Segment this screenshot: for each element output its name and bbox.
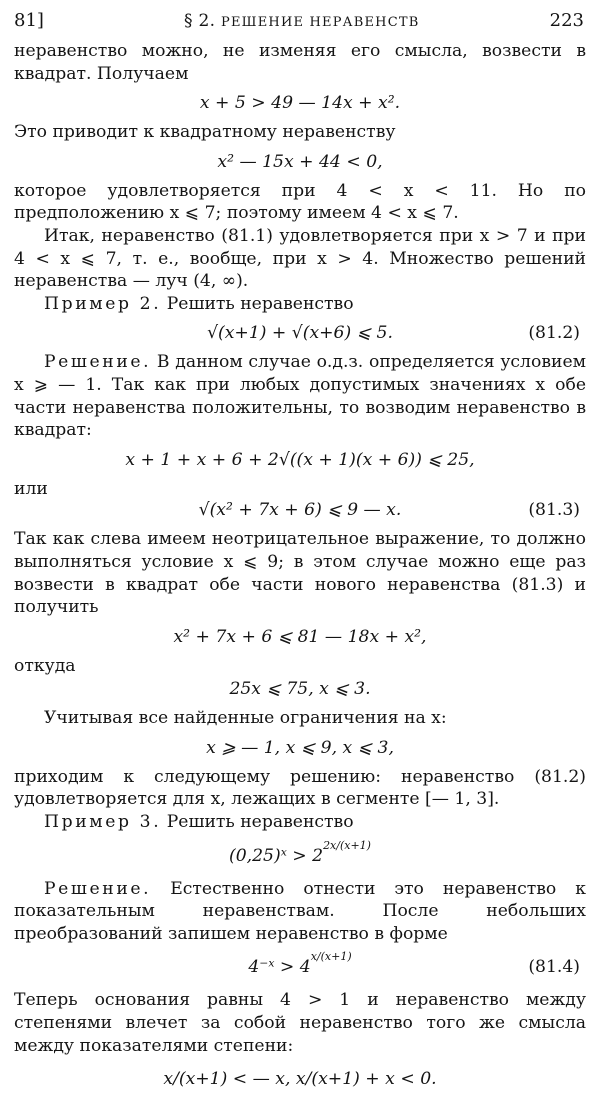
formula-exponent: 2x/(x+1) (323, 838, 371, 852)
formula-text: x + 5 > 49 — 14x + x². (199, 93, 401, 114)
book-page (14, 6, 586, 1101)
paragraph: которое удовлетворяется при 4 < x < 11. Но по предположению x ⩽ 7; поэтому имеем 4 < x ⩽ 7. (14, 180, 586, 224)
example-heading (14, 811, 586, 834)
paragraph: приходим к следующему решению: неравенство (81.2) удовлетворяется для x, лежащих в сегменте [— 1, 3]. (14, 766, 586, 810)
formula-text: x ⩾ — 1, x ⩽ 9, x ⩽ 3, (206, 737, 394, 758)
formula (14, 442, 586, 478)
formula (14, 492, 586, 528)
section-number: 81] (14, 10, 44, 31)
formula-text: √(x+1) + √(x+6) ⩽ 5. (207, 323, 393, 344)
paragraph: неравенство можно, не изменяя его смысла, возвести в квадрат. Получаем (14, 41, 586, 84)
solution-text: Естественно отнести это неравенство к показательным неравенствам. После небольших преобразований запишем неравенство в форме (14, 878, 586, 944)
section-mark: § 2. (184, 11, 216, 31)
equation-number: (81.3) (528, 500, 580, 521)
example-label: Пример 2. (44, 293, 162, 314)
formula-text: x² + 7x + 6 ⩽ 81 — 18x + x², (173, 626, 427, 647)
example-heading (14, 293, 586, 316)
formula (14, 85, 586, 121)
section-title (184, 10, 419, 35)
solution-text: В данном случае о.д.з. определяется условием x ⩾ — 1. Так как при любых допустимых значениях x обе части неравенства положительны, то возводим неравенство в квадрат: (14, 352, 586, 441)
page-number: 223 (549, 10, 584, 31)
formula-text (14, 834, 586, 880)
formula-text (14, 945, 586, 991)
formula-text: x + 1 + x + 6 + 2√((x + 1)(x + 6)) ⩽ 25, (125, 449, 475, 470)
equation-number: (81.2) (528, 323, 580, 344)
equation-number: (81.4) (528, 957, 580, 978)
example-label: Пример 3. (44, 812, 162, 833)
formula (14, 619, 586, 655)
formula (14, 945, 586, 989)
formula (14, 671, 586, 707)
paragraph: Теперь основания равны 4 > 1 и неравенство между степенями влечет за собой неравенство того же смысла между показателями степени: (14, 990, 586, 1056)
paragraph: Итак, неравенство (81.1) удовлетворяется при x > 7 и при 4 < x ⩽ 7, т. е., вообще, при x > 4. Множество решений неравенства — луч (4, ∞). (14, 225, 586, 292)
running-header (14, 6, 586, 40)
formula (14, 834, 586, 878)
section-title-text: РЕШЕНИЕ НЕРАВЕНСТВ (221, 15, 420, 30)
formula-text: x² — 15x + 44 < 0, (217, 151, 383, 172)
formula (14, 730, 586, 766)
example-text: Решить неравенство (161, 293, 354, 314)
formula (14, 144, 586, 180)
solution-label: Решение. (44, 352, 152, 373)
formula (14, 315, 586, 351)
solution-paragraph (14, 351, 586, 441)
formula-base: (0,25)ˣ > 2 (229, 845, 324, 866)
formula-text: x/(x+1) < — x, x/(x+1) + x < 0. (163, 1069, 437, 1090)
formula-text: 25x ⩽ 75, x ⩽ 3. (229, 679, 371, 700)
formula-base: 4⁻ˣ > 4 (248, 957, 311, 978)
paragraph: откуда (14, 655, 76, 676)
paragraph: Это приводит к квадратному неравенству (14, 122, 396, 143)
formula-text: √(x² + 7x + 6) ⩽ 9 — x. (198, 500, 402, 521)
solution-paragraph (14, 878, 586, 946)
solution-label: Решение. (44, 878, 152, 899)
formula (14, 1057, 586, 1101)
paragraph: Учитывая все найденные ограничения на x: (44, 708, 447, 729)
paragraph: или (14, 478, 48, 499)
paragraph: Так как слева имеем неотрицательное выражение, то должно выполняться условие x ⩽ 9; в этом случае можно еще раз возвести в квадрат обе части нового неравенства (81.3) и получить (14, 529, 586, 618)
formula-exponent: x/(x+1) (310, 950, 352, 964)
example-text: Решить неравенство (161, 812, 354, 833)
